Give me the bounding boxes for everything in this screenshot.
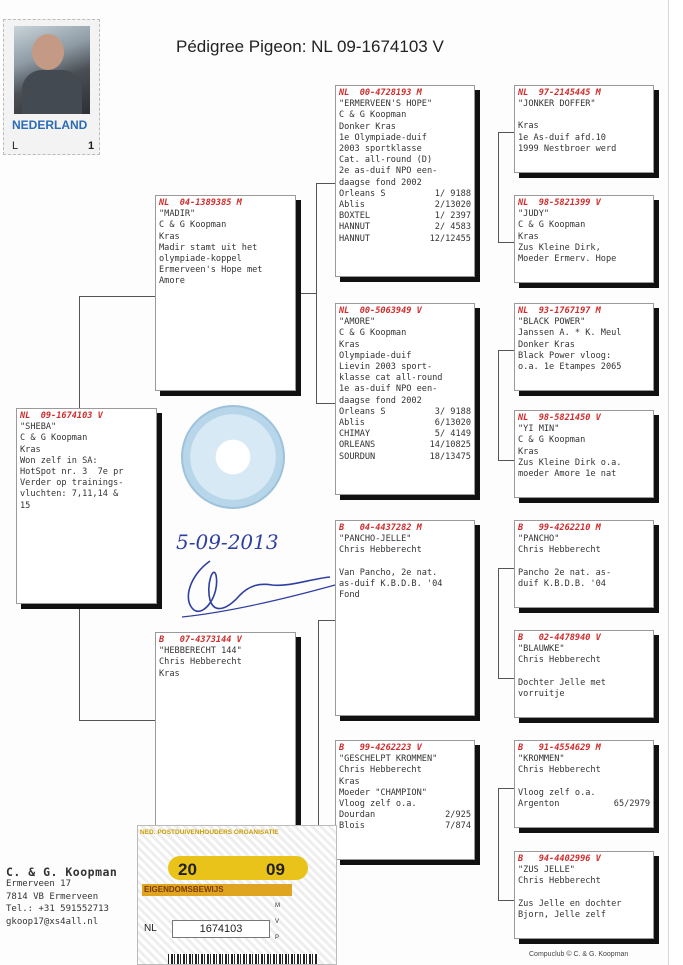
connector	[498, 350, 514, 351]
stamp-mark: L	[12, 140, 19, 152]
result-row	[339, 810, 471, 821]
race-result: 1/ 9188	[434, 188, 471, 199]
pigeon-card-granddam-2	[335, 740, 475, 860]
ring-number: B 04-4437282 M	[339, 523, 422, 533]
race-name: Blois	[339, 821, 365, 832]
card-line	[518, 667, 650, 678]
card-line: Chris Hebberecht	[518, 655, 601, 666]
certificate-band-text: EIGENDOMSBEWIJS	[144, 885, 224, 894]
card-line	[518, 557, 650, 568]
card-line: Kras	[339, 339, 360, 350]
race-name: HANNUT	[339, 233, 371, 244]
pigeon-card-granddam-1	[335, 303, 475, 495]
result-row	[339, 189, 471, 200]
card-line: Zus Kleine Dirk,	[518, 242, 601, 253]
connector	[298, 620, 319, 840]
ring-number: NL 93-1767197 M	[518, 306, 601, 316]
card-line: 15	[20, 500, 31, 511]
race-name: SOURDUN	[339, 451, 376, 462]
pigeon-name: "MADIR"	[159, 209, 196, 220]
race-name: Orleans S	[339, 406, 386, 417]
pigeon-card-great-grandparent	[514, 85, 654, 173]
card-line: Chris Hebberecht	[159, 657, 242, 668]
pigeon-name: "PANCHO"	[518, 534, 560, 545]
ring-number: NL 09-1674103 V	[20, 411, 103, 421]
handwritten-date: 5-09-2013	[176, 530, 279, 554]
pigeon-name: "PANCHO-JELLE"	[339, 534, 412, 545]
ownership-certificate	[137, 825, 337, 965]
pigeon-card-great-grandparent	[514, 195, 654, 283]
card-line: C & G Koopman	[159, 220, 227, 231]
pigeon-name: "YI MIN"	[518, 424, 560, 435]
pigeon-card-grandsire-1	[335, 85, 475, 277]
ring-number: B 07-4373144 V	[159, 635, 242, 645]
certificate-year-left: 20	[178, 860, 197, 879]
ring-number: NL 98-5821450 V	[518, 413, 601, 423]
pigeon-card-great-grandparent	[514, 520, 654, 608]
owner-line: 7814 VB Ermerveen	[6, 891, 99, 902]
result-row	[339, 407, 471, 418]
card-line: Kras	[339, 776, 360, 787]
result-row	[339, 222, 471, 233]
connector	[498, 900, 514, 901]
certificate-country: NL	[144, 923, 157, 934]
pigeon-card-sire	[155, 195, 296, 391]
card-line: daagse fond 2002	[339, 177, 422, 188]
connector	[480, 788, 499, 900]
card-line: Cat. all-round (D)	[339, 155, 433, 166]
certificate-year-right: 09	[266, 860, 285, 879]
ring-number: B 02-4478940 V	[518, 633, 601, 643]
pigeon-name: "HEBBERECHT 144"	[159, 646, 242, 657]
card-line: 1e As-duif afd.10	[518, 132, 606, 143]
stamp-photo	[14, 26, 90, 114]
result-row	[339, 429, 471, 440]
card-line: Janssen A. * K. Meul	[518, 328, 622, 339]
pigeon-name: "JONKER DOFFER"	[518, 99, 596, 110]
card-line: Donker Kras	[339, 121, 396, 132]
card-line: Van Pancho, 2e nat.	[339, 567, 438, 578]
card-line: Chris Hebberecht	[518, 765, 601, 776]
connector	[498, 132, 514, 133]
card-line: 2003 sportklasse	[339, 144, 422, 155]
certificate-ring-number: 1674103	[172, 920, 270, 938]
race-result: 3/ 9188	[434, 406, 471, 417]
connector	[316, 183, 335, 184]
card-line: Kras	[518, 121, 539, 132]
card-line: o.a. 1e Etampes 2065	[518, 362, 622, 373]
card-line: Verder op trainings-	[20, 478, 124, 489]
race-name: ORLEANS	[339, 440, 376, 451]
card-line: Black Power vloog:	[518, 350, 612, 361]
card-line: HotSpot nr. 3 7e pr	[20, 467, 124, 478]
card-line: Kras	[159, 668, 180, 679]
card-line: Bjorn, Jelle zelf	[518, 909, 606, 920]
page-title: Pédigree Pigeon: NL 09-1674103 V	[176, 37, 444, 56]
card-line: Ermerveen's Hope met	[159, 265, 263, 276]
race-result: 18/13475	[429, 451, 471, 462]
result-row	[339, 440, 471, 451]
pigeon-name: "ERMERVEEN'S HOPE"	[339, 99, 433, 110]
card-line: duif K.B.D.B. '04	[518, 578, 606, 589]
owner-line: Ermerveen 17	[6, 879, 72, 890]
card-line: Chris Hebberecht	[339, 545, 422, 556]
race-result: 14/10825	[429, 440, 471, 451]
card-line: C & G Koopman	[339, 328, 407, 339]
race-result: 12/12455	[429, 233, 471, 244]
race-name: Argenton	[518, 798, 560, 809]
card-line: Chris Hebberecht	[518, 876, 601, 887]
pigeon-name: "ZUS JELLE"	[518, 865, 575, 876]
owner-line: Tel.: +31 591552713	[6, 904, 109, 915]
pigeon-name: "KROMMEN"	[518, 754, 565, 765]
card-line: Moeder Ermerv. Hope	[518, 254, 617, 265]
connector	[498, 568, 514, 569]
card-line: C & G Koopman	[518, 435, 586, 446]
race-name: BOXTEL	[339, 211, 371, 222]
pigeon-name: "SHEBA"	[20, 422, 57, 433]
pigeon-name: "BLACK POWER"	[518, 317, 586, 328]
certificate-label: V	[275, 919, 280, 925]
card-line: Dochter Jelle met	[518, 677, 606, 688]
pigeon-name: "JUDY"	[518, 209, 550, 220]
pigeon-card-great-grandparent	[514, 630, 654, 718]
card-line: Vloog zelf o.a.	[339, 799, 417, 810]
race-result: 1/ 2397	[434, 211, 471, 222]
postage-stamp	[3, 19, 100, 155]
stamp-country: NEDERLAND	[12, 118, 88, 132]
result-row	[339, 821, 471, 832]
pigeon-card-great-grandparent	[514, 740, 654, 828]
pigeon-card-subject	[16, 408, 157, 604]
stamp-value: 1	[88, 140, 95, 152]
footer-credit: Compuclub © C. & G. Koopman	[529, 951, 629, 958]
connector	[498, 788, 514, 789]
connector	[79, 605, 156, 721]
signature-icon	[180, 555, 340, 625]
connector	[296, 293, 316, 294]
connector	[498, 460, 514, 461]
race-result: 5/ 4149	[434, 429, 471, 440]
result-row	[339, 452, 471, 463]
race-name: Ablis	[339, 200, 365, 211]
race-result: 2/925	[445, 810, 471, 821]
card-line: C & G Koopman	[20, 433, 88, 444]
card-line	[518, 777, 650, 788]
race-name: HANNUT	[339, 222, 371, 233]
race-result: 2/ 4583	[434, 222, 471, 233]
card-line: as-duif K.B.D.B. '04	[339, 578, 443, 589]
certificate-label: M	[275, 903, 280, 909]
result-row	[339, 211, 471, 222]
card-line: C & G Koopman	[518, 220, 586, 231]
race-name: Orleans S	[339, 188, 386, 199]
pigeon-name: "AMORE"	[339, 317, 376, 328]
certificate-header: NED. POSTDUIVENHOUDERS ORGANISATIE	[140, 829, 279, 836]
card-line: 2e as-duif NPO een-	[339, 166, 438, 177]
card-line: 1999 Nestbroer werd	[518, 143, 617, 154]
pigeon-card-grandsire-2	[335, 520, 475, 716]
certificate-labels	[275, 898, 335, 946]
barcode-icon	[168, 954, 318, 964]
certificate-label: P	[275, 935, 280, 941]
result-row	[339, 418, 471, 429]
ring-number: B 99-4262223 V	[339, 743, 422, 753]
card-line: Olympiade-duif	[339, 350, 412, 361]
connector	[316, 403, 335, 404]
result-row	[518, 799, 650, 810]
owner-name: C. & G. Koopman	[6, 865, 118, 879]
race-result: 65/2979	[613, 798, 650, 809]
pigeon-name: "BLAUWKE"	[518, 644, 565, 655]
pigeon-card-dam	[155, 632, 296, 828]
card-line: Madir stamt uit het	[159, 242, 258, 253]
card-line: Kras	[20, 444, 41, 455]
card-line	[518, 888, 650, 899]
connector	[480, 132, 499, 242]
ring-number: NL 00-5063949 V	[339, 306, 422, 316]
card-line: Lievin 2003 sport-	[339, 362, 433, 373]
connector	[480, 568, 499, 678]
ring-number: NL 00-4728193 M	[339, 88, 422, 98]
card-line	[518, 110, 650, 121]
card-line: Moeder "CHAMPION"	[339, 787, 427, 798]
card-line: daagse fond 2002	[339, 395, 422, 406]
card-line: vorruitje	[518, 688, 565, 699]
race-name: Ablis	[339, 418, 365, 429]
result-row	[339, 234, 471, 245]
ring-number: NL 04-1389385 M	[159, 198, 242, 208]
connector	[79, 296, 156, 412]
card-line: Kras	[159, 231, 180, 242]
pigeon-card-great-grandparent	[514, 851, 654, 939]
pigeon-card-great-grandparent	[514, 303, 654, 391]
card-line: olympiade-koppel	[159, 254, 242, 265]
ring-number: NL 97-2145445 M	[518, 88, 601, 98]
race-name: Dourdan	[339, 810, 376, 821]
card-line: Chris Hebberecht	[339, 765, 422, 776]
card-line: C & G Koopman	[339, 110, 407, 121]
card-line: Vloog zelf o.a.	[518, 787, 596, 798]
ring-number: B 91-4554629 M	[518, 743, 601, 753]
card-line: 1e as-duif NPO een-	[339, 384, 438, 395]
card-line	[339, 557, 471, 568]
card-line: Zus Kleine Dirk o.a.	[518, 457, 622, 468]
card-line: 1e Olympiade-duif	[339, 132, 427, 143]
owner-email: gkoop17@xs4all.nl	[6, 916, 99, 927]
card-line: Kras	[518, 446, 539, 457]
race-result: 7/874	[445, 821, 471, 832]
ring-number: NL 98-5821399 V	[518, 198, 601, 208]
card-line: Pancho 2e nat. as-	[518, 567, 612, 578]
card-line: klasse cat all-round	[339, 373, 443, 384]
card-line: Zus Jelle en dochter	[518, 898, 622, 909]
card-line: Kras	[518, 231, 539, 242]
card-line: vluchten: 7,11,14 &	[20, 489, 119, 500]
card-line: Chris Hebberecht	[518, 545, 601, 556]
pigeon-name: "GESCHELPT KROMMEN"	[339, 754, 438, 765]
connector	[480, 350, 499, 460]
pigeon-card-great-grandparent	[514, 410, 654, 498]
race-result: 2/13020	[434, 200, 471, 211]
result-row	[339, 200, 471, 211]
card-line: Won zelf in SA:	[20, 455, 98, 466]
card-line: Fond	[339, 590, 360, 601]
card-line: moeder Amore 1e nat	[518, 469, 617, 480]
ring-number: B 99-4262210 M	[518, 523, 601, 533]
connector	[498, 242, 514, 243]
connector	[498, 678, 514, 679]
race-result: 6/13020	[434, 418, 471, 429]
card-line: Amore	[159, 276, 185, 287]
ring-number: B 94-4402996 V	[518, 854, 601, 864]
owner-address	[6, 866, 117, 928]
dove-seal-icon	[181, 405, 285, 509]
race-name: CHIMAY	[339, 429, 371, 440]
card-line: Donker Kras	[518, 339, 575, 350]
